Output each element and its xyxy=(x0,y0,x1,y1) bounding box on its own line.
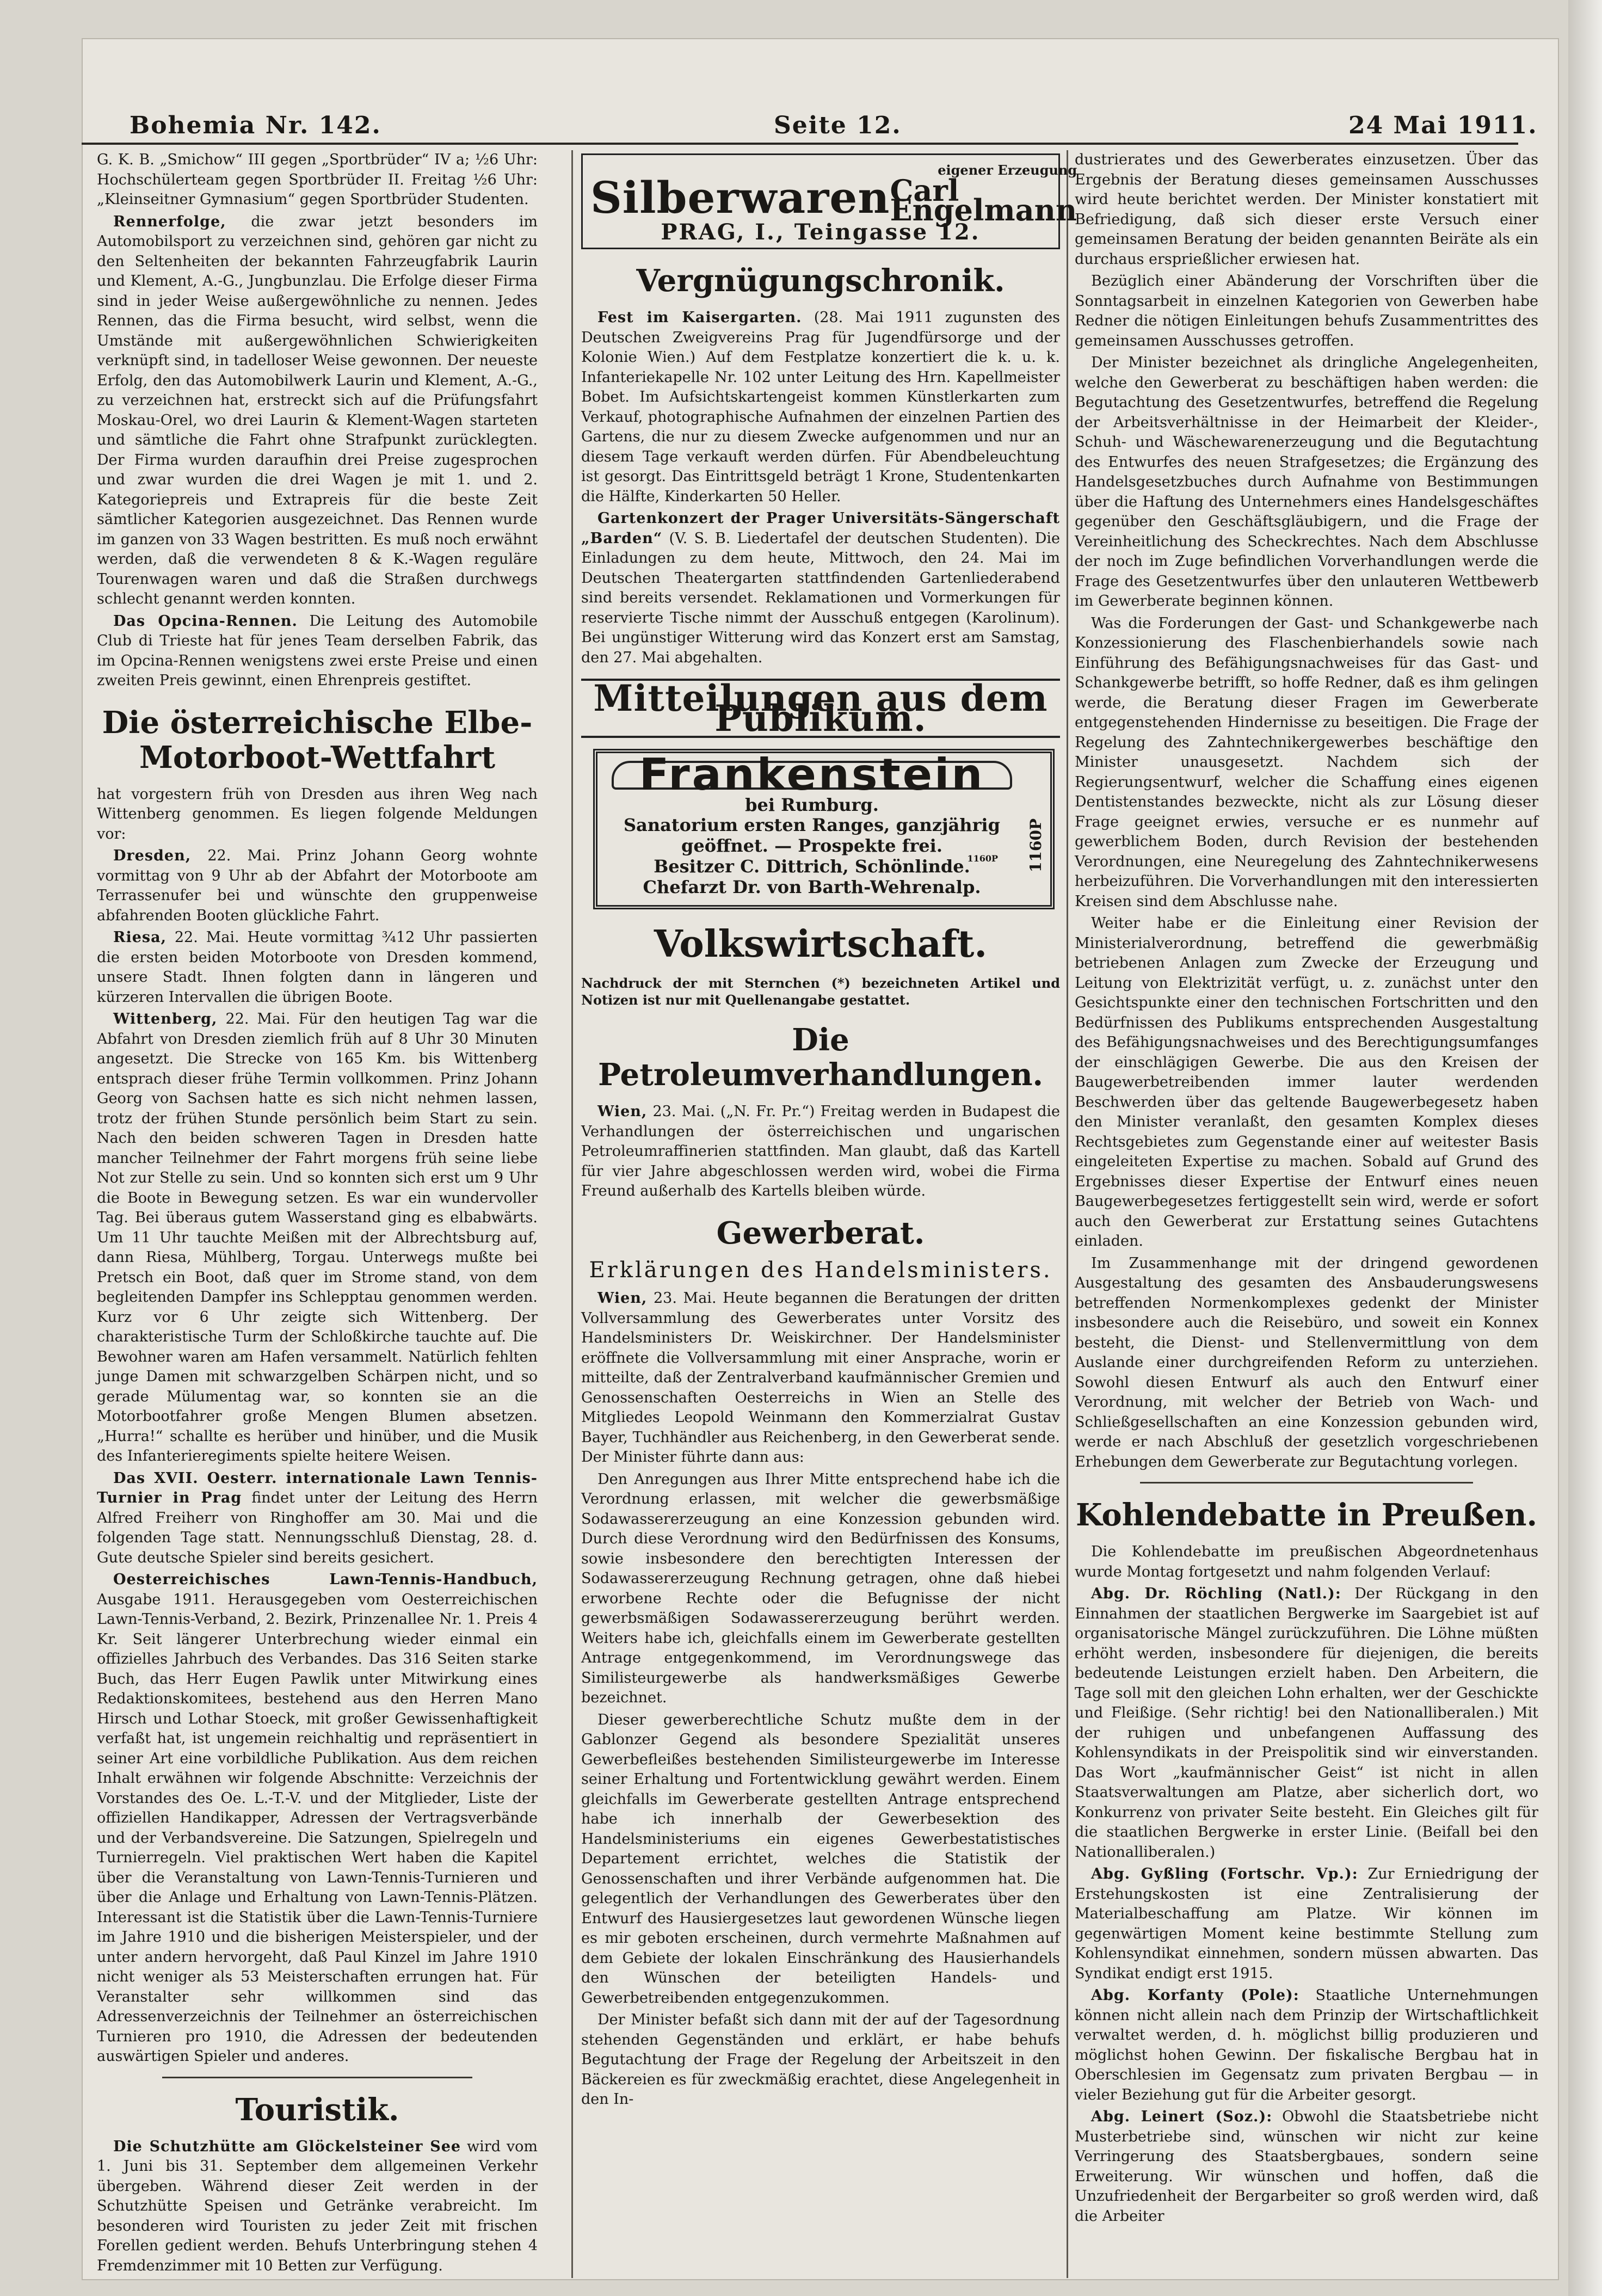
header-rule xyxy=(82,143,1518,145)
article-text: 22. Mai. Für den heutigen Tag war die Abfahrt von Dresden ziemlich früh auf 8 Uhr 30 Minuten angesetzt. Die Strecke von 165 Km. bis Wittenberg entsprach dieser frühe Termin vollkommen. Prinz Johann Georg von Sachsen hatte es sich nicht nehmen lassen, trotz der frühen Stunde persönlich beim Start zu sein. Nach den beiden schweren Tagen in Dresden hatte mancher Teilnehmer der Fahrt morgens früh seine liebe Not zur Stelle zu sein. Und so konnten sich erst um 9 Uhr die Boote in Bewegung setzen. Es war ein wundervoller Tag. Bei überaus gutem Wasserstand ging es elbabwärts. Um 11 Uhr tauchte Meißen mit der Albrechtsburg auf, dann Riesa, Mühlberg, Torgau. Unterwegs mußte bei Pretsch ein Boot, daß quer im Strome stand, von dem begleitenden Dampfer ins Schlepptau genommen werden. Kurz vor 6 Uhr zeigte sich Wittenberg. Der charakteristische Turm der Schloßkirche tauchte auf. Die Bewohner waren am Hafen versammelt. Natürlich fehlten junge Damen mit schwarzgelben Schärpen nicht, und so gerade Mülumentag war, so konnten sie an die Motorbootfahrer große Mengen Blumen absetzen. „Hurra!“ schallte es herüber und hinüber, und die Musik des Infanterieregiments spielte heitere Weisen. xyxy=(97,1011,538,1464)
article-lead: Abg. Korfanty (Pole): xyxy=(1091,1987,1299,2004)
column-rule xyxy=(571,150,573,2278)
ad-code: 1160P xyxy=(1026,818,1045,872)
article-paragraph xyxy=(97,1570,538,2067)
article-paragraph xyxy=(97,928,538,1007)
headline-touristik: Touristik. xyxy=(235,2091,399,2128)
section-divider xyxy=(1140,1482,1473,1484)
article-text: Der Rückgang in den Einnahmen der staatlichen Bergwerke im Saargebiet ist auf organisatorische Mängel zurückzuführen. Die Löhne müßten erhöht werden, insbesondere für diejenigen, die bereits bedeutende Leistungen erzielt haben. Den Arbeitern, die Tage soll mit den gleichen Lohn erhalten, wer der Geschickte und Fleißige. (Sehr richtig! bei den Nationalliberalen.) Mit der ruhigen und unbefangenen Auffassung des Kohlensyndikats in der Preispolitik sind wir einverstanden. Das Wort „kaufmännischer Geist“ ist nicht in allen Staatsverwaltungen am Platze, aber sicherlich dort, wo Konkurrenz von privater Seite besteht. Ein Gleiches gilt für die staatlichen Bergwerke in erster Linie. (Beifall bei den Nationalliberalen.) xyxy=(1075,1585,1539,1861)
headline-petroleum: Die Petroleumverhandlungen. xyxy=(597,1022,1044,1093)
advertisement-frankenstein xyxy=(593,749,1055,909)
article-text: die zwar jetzt besonders im Automobilsport zu verzeichnen sind, gehören gar nicht zu den Seltenheiten der bekannten Fahrzeugfabrik Laurin und Klement, A.-G., Jungbunzlau. Die Erfolge dieser Firma sind in jeder Weise außergewöhnliche zu nennen. Jedes Rennen, das die Firma besucht, wird selbst, wenn die Umstände mit außergewöhnlichen Schwierigkeiten verknüpft sind, in tadelloser Weise gewonnen. Der neueste Erfolg, den das Automobilwerk Laurin und Klement, A.-G., zu verzeichnen hat, erstreckt sich auf die Prüfungsfahrt Moskau-Orel, wo drei Laurin & Klement-Wagen starteten und sämtliche die Fahrt ohne Strafpunkt zurücklegten. Der Firma wurden daraufhin drei Preise zugesprochen und zwar wurden die drei Wagen je mit 1. und 2. Kategoriepreis und Extrapreis für die beste Zeit sämtlicher Kategorien ausgezeichnet. Das Rennen wurde im ganzen von 33 Wagen bestritten. Es muß noch erwähnt werden, daß die verwendeten 8 & K.-Wagen reguläre Tourenwagen waren und daß die Straßen durchwegs schlecht genannt werden konnten. xyxy=(97,213,538,607)
column-rule xyxy=(1067,150,1068,2278)
article-lead: Fest im Kaisergarten. xyxy=(597,309,802,326)
article-paragraph xyxy=(97,612,538,691)
article-paragraph xyxy=(1075,1864,1538,1984)
article-text: 22. Mai. Heute vormittag ¾12 Uhr passierten die ersten beiden Motorboote von Dresden kommend, unsere Stadt. Ihnen folgten dann in längeren und kürzeren Intervallen die übrigen Boote. xyxy=(97,929,538,1006)
article-text: (28. Mai 1911 zugunsten des Deutschen Zweigvereins Prag für Jugendfürsorge und der Kolonie Wien.) Auf dem Festplatze konzertiert die k. u. k. Infanteriekapelle Nr. 102 unter Leitung des Hrn. Kapellmeister Bobet. Im Aufsichtskartengeist kommen Künstlerkarten zum Verkauf, photographische Aufnahmen der einzelnen Partien des Gartens, die nur zu diesem Zwecke aufgenommen und nur an diesem Tage verkauft werden dürfen. Für Abendbeleuchtung ist gesorgt. Das Eintrittsgeld beträgt 1 Krone, Studentenkarten die Hälfte, Kinderkarten 50 Heller. xyxy=(581,309,1060,505)
article-paragraph: Die Kohlendebatte im preußischen Abgeordnetenhaus wurde Montag fortgesetzt und nahm folgenden Verlauf: xyxy=(1075,1543,1538,1580)
column-left xyxy=(97,150,538,2274)
article-paragraph xyxy=(1075,1584,1538,1862)
article-lead: Gartenkonzert der Prager Universitäts-Sängerschaft „Barden“ xyxy=(581,510,1060,547)
article-text: 22. Mai. Prinz Johann Georg wohnte vormittag von 9 Uhr ab der Abfahrt der Motorboote am Terrassenufer bei und wünschte den gruppenweise abfahrenden Booten glückliche Fahrt. xyxy=(97,847,538,924)
section-divider xyxy=(162,2077,472,2078)
article-paragraph xyxy=(1075,1986,1538,2105)
article-paragraph xyxy=(97,2137,538,2276)
article-lead: Abg. Leinert (Soz.): xyxy=(1091,2108,1273,2125)
article-paragraph: Bezüglich einer Abänderung der Vorschriften über die Sonntagsarbeit in einzelnen Kategorien von Gewerben habe Redner die nötigen Einleitungen behufs Zusammentrittes des gemeinsamen Ausschusses getroffen. xyxy=(1075,273,1538,349)
headline-elbe: Die österreichische Elbe-Motorboot-Wettfahrt xyxy=(102,704,533,775)
article-text: Die Leitung des Automobile Club di Trieste hat für jenes Team derselben Fabrik, das im Opcina-Rennen wenigstens zwei erste Preise und einen zweiten Preis gewinnt, einen Ehrenpreis gestiftet. xyxy=(97,612,538,689)
article-paragraph: Weiter habe er die Einleitung einer Revision der Ministerialverordnung, betreffend die gewerbmäßig betriebenen Anlagen zum Zwecke der Erzeugung und Leitung von Elektrizität verfügt, u. z. zunächst unter den Gesichtspunkte einer den technischen Fortschritten und den Bedürfnissen des Publikums entsprechenden Ausgestaltung des Befähigungsnachweises und des Berechtigungsumfanges der einschlägigen Gewerbe. Die aus den Kreisen der Baugewerbetreibenden immer lauter werdenden Beschwerden über das geltende Baugewerbegesetz haben den Minister veranlaßt, den gesamten Komplex dieses Rechtsgebietes zum Gegenstande einer auf weitester Basis eingeleiteten Expertise zu machen. Sobald auf Grund des Ergebnisses dieser Expertise der Entwurf eines neuen Baugewerbegesetzes fertiggestellt sein wird, werde er sofort auch den Gewerberat zur Erstattung seines Gutachtens einladen. xyxy=(1075,915,1538,1249)
article-text: Zur Erniedrigung der Erstehungskosten ist eine Zentralisierung der Materialbeschaffung am Platze. Wir können im gegenwärtigen Moment keine bestimmte Stellung zum Kohlensyndikat einnehmen, sondern müssen abwarten. Das Syndikat endigt erst 1915. xyxy=(1075,1866,1539,1982)
ad-subtitle: eigener Erzeugung xyxy=(938,162,1077,178)
article-paragraph xyxy=(97,1009,538,1467)
article-paragraph xyxy=(581,308,1060,507)
ad-location: bei Rumburg. xyxy=(745,794,879,815)
article-text: wird vom 1. Juni bis 31. September dem allgemeinen Verkehr übergeben. Während dieser Zeit werden in der Schutzhütte Speisen und Getränke verabreicht. Im besonderen wird Touristen zu jeder Zeit mit frischen Forellen gedient werden. Behufs Unterbringung stehen 4 Fremdenzimmer mit 10 Betten zur Verfügung. xyxy=(97,2138,538,2274)
article-lead: Wien, xyxy=(597,1290,648,1307)
article-paragraph xyxy=(581,509,1060,668)
headline-vergnuegungschronik: Vergnügungschronik. xyxy=(636,263,1005,299)
article-lead: Riesa, xyxy=(113,929,167,946)
article-lead: Die Schutzhütte am Glöckelsteiner See xyxy=(113,2138,461,2155)
article-lead: Wien, xyxy=(597,1103,648,1120)
header-right: 24 Mai 1911. xyxy=(1348,112,1538,139)
ad-title: Silberwaren xyxy=(590,171,890,223)
article-paragraph: G. K. B. „Smichow“ III gegen „Sportbrüder“ IV a; ½6 Uhr: Hochschülerteam gegen Sportbrüder II. Freitag ½6 Uhr: „Kleinseitner Gymnasium“ gegen Sportbrüder Studenten. xyxy=(97,151,538,208)
article-text: Staatliche Unternehmungen können nicht allein nach dem Prinzip der Wirtschaftlichkeit verwaltet werden, d. h. möglichst billig produzieren und möglichst hohen Gewinn. Der fiskalische Bergbau hat in Oberschlesien im Gegensatz zum privaten Bergbau — in vieler Beziehung gut für die Arbeiter gesorgt. xyxy=(1075,1987,1538,2103)
header-center: Seite 12. xyxy=(774,112,902,139)
article-lead: Abg. Dr. Röchling (Natl.): xyxy=(1091,1585,1341,1602)
article-paragraph: Den Anregungen aus Ihrer Mitte entsprechend habe ich die Verordnung erlassen, mit welcher die gewerbsmäßige Sodawassererzeugung an eine Konzession gebunden wird. Durch diese Verordnung wird den Bedürfnissen des Konsums, sowie insbesondere den berechtigten Interessen der Sodawassererzeugung Rechnung getragen, ohne daß hiebei erworbene Rechte oder die Befugnisse der nicht gewerbsmäßigen Sodawassererzeugung berührt werden. Weiters habe ich, gleichfalls einem im Gewerberate gestellten Antrage entgegenkommend, im Verordnungswege das Similisteurgewerbe als handwerksmäßiges Gewerbe bezeichnet. xyxy=(581,1470,1060,1706)
article-text: (V. S. B. Liedertafel der deutschen Studenten). Die Einladungen zu dem heute, Mittwoch, den 24. Mai im Deutschen Theatergarten stattfindenden Gartenliederabend sind bereits versendet. Reklamationen und Vormerkungen für reservierte Tische nimmt der Ausschuß entgegen (Karolinum). Bei ungünstiger Witterung wird das Konzert erst am Samstag, den 27. Mai abgehalten. xyxy=(581,530,1060,666)
article-paragraph: dustrierates und des Gewerberates einzusetzen. Über das Ergebnis der Beratung dieses gemeinsamen Ausschusses wird heute berichtet werden. Der Minister konstatiert mit Befriedigung, daß sich dieser erste Versuch einer gemeinsamen Beratung der beiden genannten Beiräte als ein durchaus ersprießlicher erwiesen hat. xyxy=(1075,151,1538,268)
reprint-note: Nachdruck der mit Sternchen (*) bezeichneten Artikel und Notizen ist nur mit Quellenangabe gestattet. xyxy=(581,975,1060,1008)
article-text: Ausgabe 1911. Herausgegeben vom Oesterreichischen Lawn-Tennis-Verband, 2. Bezirk, Prinzenallee Nr. 1. Preis 4 Kr. Seit längerer Unterbrechung wieder einmal ein offizielles Jahrbuch des Verbandes. Das 316 Seiten starke Buch, das Herr Eugen Pawlik unter Mitwirkung eines Redaktionskomitees, bestehend aus den Herren Mano Hirsch und Lothar Stoeck, mit großer Gewissenhaftigkeit verfaßt hat, ist ungemein reichhaltig und repräsentiert in seiner Art eine vorbildliche Publikation. Aus dem reichen Inhalt erwähnen wir folgende Abschnitte: Verzeichnis der Vorstandes des Oe. L.-T.-V. und der Mitglieder, Liste der offiziellen Handikapper, Adressen der Vertragsverbände und der Verbandsvereine. Die Satzungen, Spielregeln und Turnierregeln. Viel praktischen Wert haben die Kapitel über die Veranstaltung von Lawn-Tennis-Turnieren und über die Anlage und Erhaltung von Lawn-Tennis-Plätzen. Interessant ist die Statistik über die Lawn-Tennis-Turniere im Jahre 1910 und die bisherigen Meisterspieler, und der unter andern hervorgeht, daß Paul Kinzel im Jahre 1910 nicht weniger als 53 Meisterschaften errungen hat. Für Veranstalter sehr willkommen sind das Adressenverzeichnis der Teilnehmer an österreichischen Turnieren pro 1910, die Adressen der bedeutenden auswärtigen Spieler und anderes. xyxy=(97,1591,538,2065)
article-text: 23. Mai. Heute begannen die Beratungen der dritten Vollversammlung des Gewerberates unter Vorsitz des Handelsministers Dr. Weiskirchner. Der Handelsminister eröffnete die Vollversammlung mit einer Ansprache, worin er mitteilte, daß der Zentralverband kaufmännischer Gremien und Genossenschaften Oesterreichs in Wien an Stelle des Mitgliedes Leopold Weinmann den Kommerzialrat Gustav Bayer, Tuchhändler aus Reichenberg, in den Gewerberat sende. Der Minister führte dann aus: xyxy=(581,1290,1060,1466)
page-edge xyxy=(1568,0,1602,2296)
ad-code-small: 1160P xyxy=(967,853,998,864)
headline-gewerberat: Gewerberat. xyxy=(716,1215,925,1251)
article-paragraph xyxy=(581,1102,1060,1202)
headline-volkswirtschaft: Volkswirtschaft. xyxy=(654,922,988,966)
article-paragraph xyxy=(97,212,538,610)
headline-kohlendebatte: Kohlendebatte in Preußen. xyxy=(1075,1497,1538,1533)
section-banner-publikum: Mitteilungen aus dem Publikum. xyxy=(581,679,1060,738)
ad-line: Sanatorium ersten Ranges, ganzjährig xyxy=(624,815,1000,835)
article-paragraph xyxy=(97,846,538,926)
ad-line: Chefarzt Dr. von Barth-Wehrenalp. xyxy=(643,877,981,897)
article-paragraph: Im Zusammenhange mit der dringend gewordenen Ausgestaltung des gesamten des Ansbauderungswesens betreffenden Normenkomplexes gedenkt der Minister insbesondere auch die Reisebüro, und soweit ein Konnex besteht, die Dienst- und Stellenvermittlung von dem Auslande einer durchgreifenden Reform zu unterziehen. Sowohl diesen Entwurf als auch den Entwurf einer Verordnung, mit welcher der Betrieb von Wach- und Schließgesellschaften an eine Konzession gebunden wird, werde er nach Abschluß der gesetzlich vorgeschriebenen Erhebungen dem Gewerberate zur Begutachtung vorlegen. xyxy=(1075,1254,1538,1470)
article-paragraph: Dieser gewerberechtliche Schutz mußte dem in der Gablonzer Gegend als besondere Spezialität unseres Gewerbefleißes bestehenden Similisteurgewerbe im Interesse seiner Erhaltung und Fortentwicklung gewährt werden. Einem gleichfalls im Gewerberate gestellten Antrage entsprechend habe ich innerhalb der Gewerbesektion des Handelsministeriums ein eigenes Gewerbestatistisches Departement errichtet, welches die Statistik der Genossenschaften und ihrer Verbände aufgenommen hat. Die gelegentlich der Verhandlungen des Gewerberates über den Entwurf des Hausiergesetzes laut gewordenen Wünsche liegen es mir geboten erscheinen, durch vermehrte Maßnahmen auf dem Gebiete der lokalen Einschränkung des Hausierhandels den Wünschen der beteiligten Handels- und Gewerbetreibenden entgegenzukommen. xyxy=(581,1711,1060,2006)
article-paragraph: Der Minister befaßt sich dann mit der auf der Tagesordnung stehenden Gegenständen und erklärt, er habe behufs Begutachtung der Frage der Regelung der Arbeitszeit in den Bäckereien es für zweckmäßig erachtet, diese Angelegenheit in den In- xyxy=(581,2011,1060,2108)
subheadline-gewerberat: Erklärungen des Handelsministers. xyxy=(589,1257,1052,1283)
article-paragraph: Der Minister bezeichnet als dringliche Angelegenheiten, welche den Gewerberat zu beschäftigen haben werden: die Begutachtung des Gesetzentwurfes, betreffend die Regelung der Arbeitsverhältnisse in der Heimarbeit der Kleider-, Schuh- und Wäschewarenerzeugung und die Begutachtung des Entwurfes des neuen Strafgesetzes; die Ergänzung des Handelsgesetzbuches durch Aufnahme von Bestimmungen über die Haftung des Unternehmers eines Handelsgeschäftes gegenüber den Geschäftsgläubigern, und die Frage der Vereinheitlichung des Scheckrechtes. Nach dem Abschlusse der noch im Zuge befindlichen Vorverhandlungen werde die Frage des Gesetzentwurfes über den unlauteren Wettbewerb im Gewerberate beginnen können. xyxy=(1075,354,1538,610)
article-lead: Oesterreichisches Lawn-Tennis-Handbuch, xyxy=(113,1571,538,1588)
column-right xyxy=(1075,150,1538,2274)
article-paragraph xyxy=(97,1469,538,1568)
ad-logo: Frankenstein xyxy=(612,761,1012,790)
ad-line: geöffnet. — Prospekte frei. xyxy=(681,835,942,856)
ad-address: PRAG, I., Teingasse 12. xyxy=(661,219,981,245)
article-text: Obwohl die Staatsbetriebe nicht Musterbetriebe sind, wünschen wir nicht zur keine Verringerung des Staatsbergbaues, sondern seine Erweiterung. Wir wünschen und hoffen, daß die Unzufriedenheit der Bergarbeiter so groß werden wird, daß die Arbeiter xyxy=(1075,2108,1538,2225)
advertisement-silberwaren xyxy=(581,153,1077,249)
article-paragraph xyxy=(1075,2107,1538,2226)
article-paragraph: hat vorgestern früh von Dresden aus ihren Weg nach Wittenberg genommen. Es liegen folgende Meldungen vor: xyxy=(97,785,538,842)
ad-line: Besitzer C. Dittrich, Schönlinde. xyxy=(654,856,970,877)
article-lead: Rennerfolge, xyxy=(113,213,226,230)
ad-company: Carl Engelmann xyxy=(890,173,1077,227)
header-left: Bohemia Nr. 142. xyxy=(130,112,381,139)
article-lead: Abg. Gyßling (Fortschr. Vp.): xyxy=(1091,1866,1358,1882)
article-lead: Das XVII. Oesterr. internationale Lawn Tennis-Turnier in Prag xyxy=(97,1469,538,1506)
article-lead: Dresden, xyxy=(113,847,192,864)
article-lead: Wittenberg, xyxy=(113,1011,218,1027)
article-text: findet unter der Leitung des Herrn Alfred Freiherr von Ringhoffer am 30. Mai und die folgenden Tage statt. Nennungsschluß Dienstag, 28. d. Gute deutsche Spieler sind bereits gesichert. xyxy=(97,1489,538,1566)
article-lead: Das Opcina-Rennen. xyxy=(113,612,298,630)
column-middle xyxy=(581,150,1077,2274)
article-paragraph: Was die Forderungen der Gast- und Schankgewerbe nach Konzessionierung des Flaschenbierhandels sowie nach Einführung des Befähigungsnachweises für das Gast- und Schankgewerbe betrifft, so hoffe Redner, daß es ihm gelingen werde, die Beratung dieser Fragen im Gewerberate entgegenstehenden Hindernisse zu beseitigen. Die Frage der Regelung des Zahntechnikergewerbes beschäftige den Minister unausgesetzt. Nachdem sich der Regierungsentwurf, welcher die Schaffung eines eigenen Dentistenstandes bezweckte, nicht als zur Lösung dieser Frage geeignet erwies, versuche er es nunmehr auf gewerblichem Boden, durch Revision der bestehenden Verordnungen, eine Neuregelung des Zahntechnikerwesens herbeizuführen. Die Vorverhandlungen mit den interessierten Kreisen sind dem Abschlusse nahe. xyxy=(1075,614,1538,910)
article-text: 23. Mai. („N. Fr. Pr.“) Freitag werden in Budapest die Verhandlungen der österreichischen und ungarischen Petroleumraffinerien stattfinden. Man glaubt, daß das Kartell für vier Jahre abgeschlossen werden wird, wobei die Firma Freund außerhalb des Kartells bleiben würde. xyxy=(581,1103,1060,1199)
article-paragraph xyxy=(581,1289,1060,1468)
